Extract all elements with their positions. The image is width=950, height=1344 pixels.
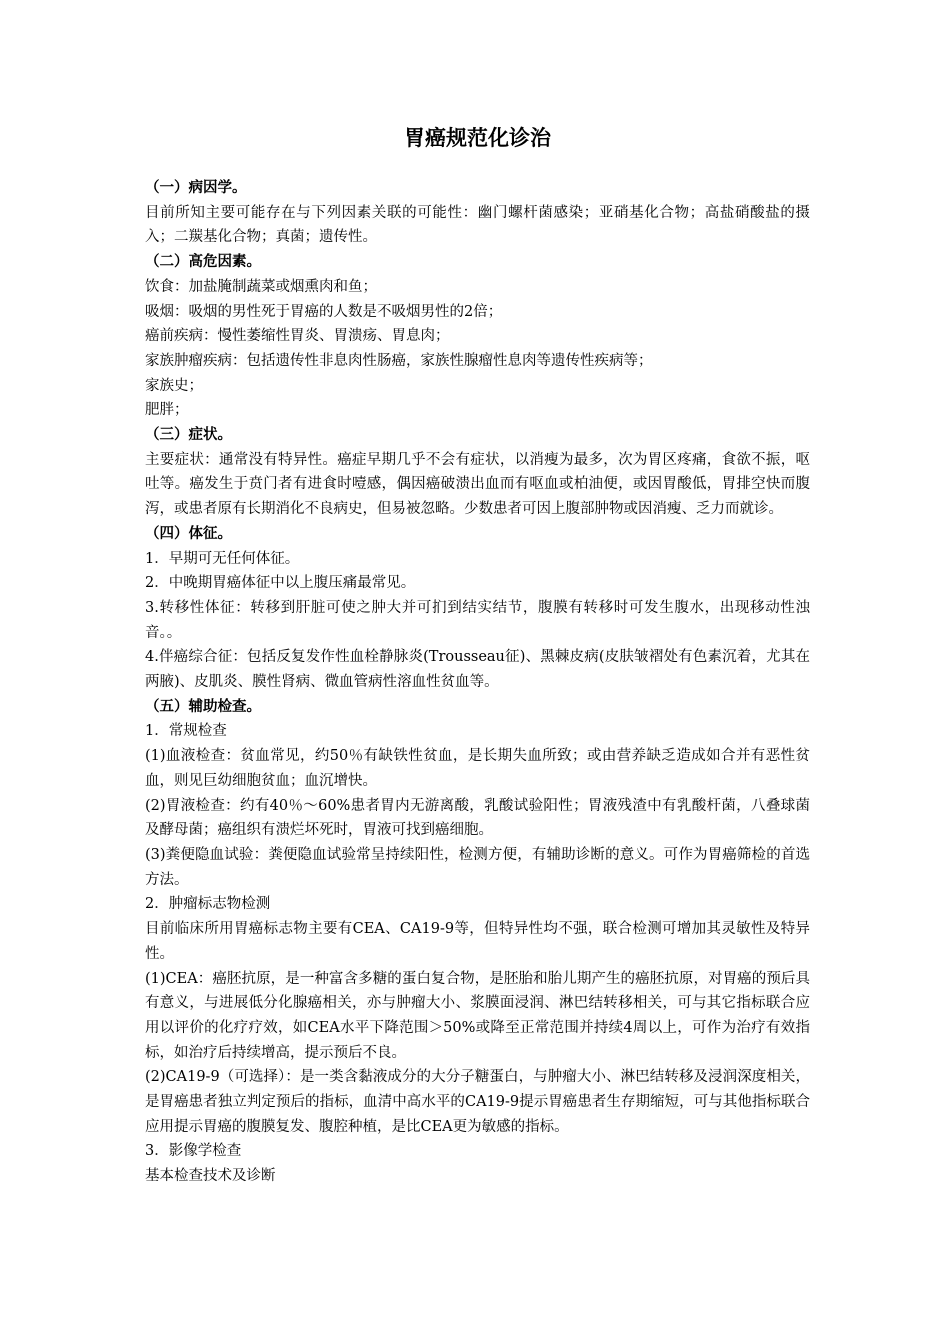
paragraph: 基本检查技术及诊断 xyxy=(145,1168,276,1185)
paragraph: 2．中晚期胃癌体征中以上腹压痛最常见。 xyxy=(145,575,416,592)
paragraph: 饮食：加盐腌制蔬菜或烟熏肉和鱼； xyxy=(145,278,377,295)
paragraph: (2)胃液检查：约有40％～60%患者胃内无游离酸，乳酸试验阳性；胃液残渣中有乳酸杆菌，八叠球菌及酵母菌；癌组织有溃烂坏死时，胃液可找到癌细胞。 xyxy=(145,797,810,839)
section-symptoms xyxy=(145,423,810,522)
section-heading: （四）体征。 xyxy=(145,525,232,542)
section-heading: （一）病因学。 xyxy=(145,180,247,196)
paragraph: (1)血液检查：贫血常见，约50％有缺铁性贫血，是长期失血所致；或由营养缺乏造成如合并有恶性贫血，则见巨幼细胞贫血；血沉增快。 xyxy=(145,748,810,789)
paragraph: (2)CA19-9（可选择）：是一类含黏液成分的大分子糖蛋白，与肿瘤大小、淋巴结转移及浸润深度相关，是胃癌患者独立判定预后的指标，血清中高水平的CA19-9提示胃癌患者生存期缩短，可与其他指标联合应用提示胃癌的腹膜复发、腹腔种植，是比CEA更为敏感的指标。 xyxy=(145,1069,810,1135)
paragraph: 主要症状：通常没有特异性。癌症早期几乎不会有症状，以消瘦为最多，次为胃区疼痛，食欲不振，呕吐等。癌发生于贲门者有进食时噎感，偶因癌破溃出血而有呕血或柏油便，或因胃酸低，胃排空快而腹泻，或患者原有长期消化不良病史，但易被忽略。少数患者可因上腹部肿物或因消瘦、乏力而就诊。 xyxy=(145,451,810,518)
paragraph: 目前所知主要可能存在与下列因素关联的可能性：幽门螺杆菌感染；亚硝基化合物；高盐硝酸盐的摄入；二羰基化合物；真菌；遗传性。 xyxy=(145,204,810,246)
paragraph: 4.伴癌综合征：包括反复发作性血栓静脉炎(Trousseau征)、黑棘皮病(皮肤皱褶处有色素沉着，尤其在两腋)、皮肌炎、膜性肾病、微血管病性溶血性贫血等。 xyxy=(145,649,810,691)
section-heading: （三）症状。 xyxy=(145,427,232,444)
paragraph: 家族肿瘤疾病：包括遗传性非息肉性肠癌，家族性腺瘤性息肉等遗传性疾病等； xyxy=(145,352,653,369)
section-etiology xyxy=(145,176,810,250)
section-auxiliary-exams xyxy=(145,695,810,1189)
paragraph: 1．常规检查 xyxy=(145,723,227,740)
paragraph: 2．肿瘤标志物检测 xyxy=(145,896,271,913)
paragraph: 吸烟：吸烟的男性死于胃癌的人数是不吸烟男性的2倍； xyxy=(145,303,503,320)
paragraph: (3)粪便隐血试验：粪便隐血试验常呈持续阳性，检测方便，有辅助诊断的意义。可作为胃癌筛检的首选方法。 xyxy=(145,846,810,888)
paragraph: 1．早期可无任何体征。 xyxy=(145,550,300,567)
document-page xyxy=(145,118,810,1189)
paragraph: (1)CEA：癌胚抗原，是一种富含多糖的蛋白复合物，是胚胎和胎儿期产生的癌胚抗原，对胃癌的预后具有意义，与进展低分化腺癌相关，亦与肿瘤大小、浆膜面浸润、淋巴结转移相关，可与其它指标联合应用以评价的化疗疗效，如CEA水平下降范围＞50%或降至正常范围并持续4周以上，可作为治疗有效指标，如治疗后持续增高，提示预后不良。 xyxy=(145,970,810,1061)
paragraph: 目前临床所用胃癌标志物主要有CEA、CA19-9等，但特异性均不强，联合检测可增加其灵敏性及特异性。 xyxy=(145,921,810,962)
paragraph: 家族史； xyxy=(145,377,203,394)
document-title: 胃癌规范化诊治 xyxy=(404,126,551,150)
section-risk-factors xyxy=(145,250,810,423)
paragraph: 癌前疾病：慢性萎缩性胃炎、胃溃疡、胃息肉； xyxy=(145,328,450,345)
paragraph: 肥胖； xyxy=(145,402,189,419)
paragraph: 3.转移性体征：转移到肝脏可使之肿大并可扪到结实结节，腹膜有转移时可发生腹水，出现移动性浊音。。 xyxy=(145,599,810,641)
section-signs xyxy=(145,522,810,695)
paragraph: 3．影像学检查 xyxy=(145,1143,242,1160)
section-heading: （五）辅助检查。 xyxy=(145,698,261,715)
section-heading: （二）高危因素。 xyxy=(145,254,261,271)
